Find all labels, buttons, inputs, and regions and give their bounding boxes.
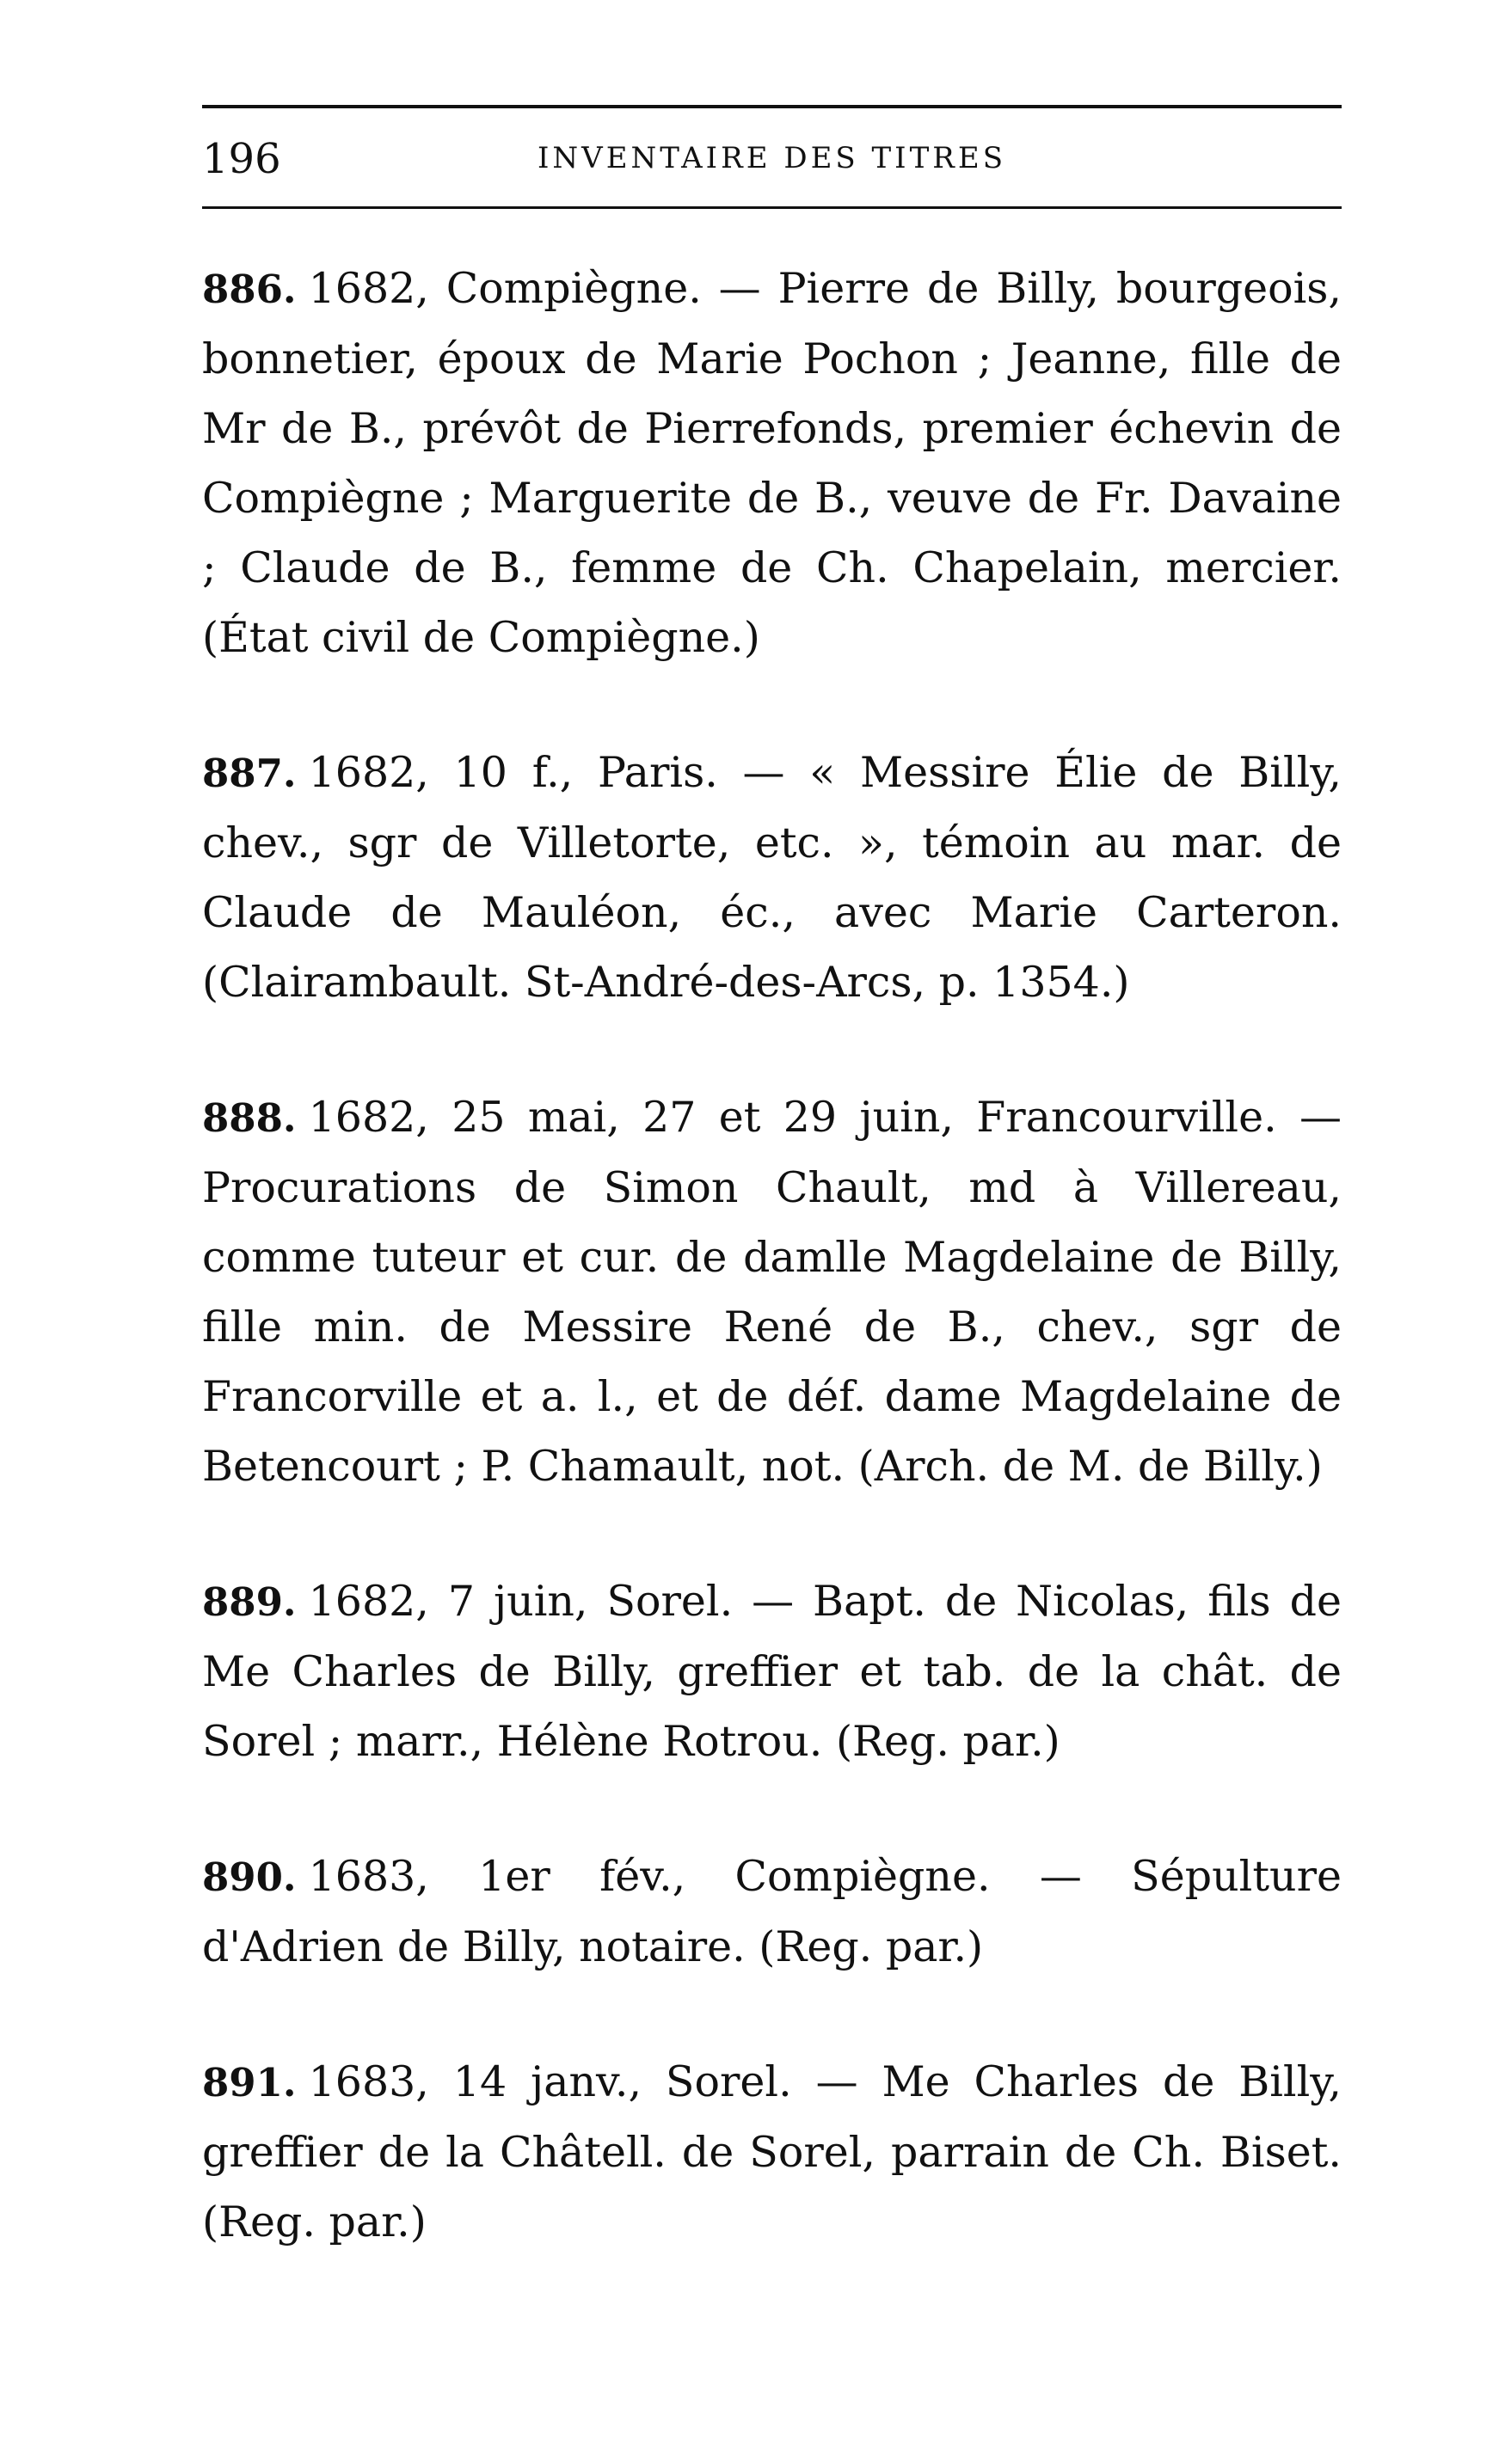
entry-number: 888. <box>202 1095 297 1141</box>
entry-text: 1682, Compiègne. — Pierre de Billy, bourgeois, bonnetier, époux de Marie Pochon ; Jeanne, fille de Mr de B., prévôt de Pierrefonds, premier échevin de Compiègne ; Marguerite de B., veuve de Fr. Davaine ; Claude de B., femme de Ch. Chapelain, mercier. (État civil de Compiègne.) <box>202 264 1342 662</box>
entry-890 <box>202 1842 1342 1982</box>
running-title: INVENTAIRE DES TITRES <box>537 141 1006 175</box>
header-top-rule <box>202 105 1342 108</box>
page-number: 196 <box>202 135 281 183</box>
entry-text: 1682, 7 juin, Sorel. — Bapt. de Nicolas, fils de Me Charles de Billy, greffier et tab. de la chât. de Sorel ; marr., Hélène Rotrou. (Reg. par.) <box>202 1577 1342 1766</box>
entry-889 <box>202 1566 1342 1776</box>
entry-888 <box>202 1082 1342 1501</box>
entry-text: 1683, 14 janv., Sorel. — Me Charles de Billy, greffier de la Châtell. de Sorel, parrain de Ch. Biset. (Reg. par.) <box>202 2057 1342 2246</box>
entry-list <box>202 254 1342 2322</box>
entry-number: 891. <box>202 2060 297 2105</box>
entry-887 <box>202 738 1342 1017</box>
page-header <box>202 129 1342 189</box>
entry-text: 1683, 1er fév., Compiègne. — Sépulture d'Adrien de Billy, notaire. (Reg. par.) <box>202 1852 1342 1971</box>
entry-text: 1682, 25 mai, 27 et 29 juin, Francourville. — Procurations de Simon Chault, md à Villereau, comme tuteur et cur. de damlle Magdelaine de Billy, fille min. de Messire René de B., chev., sgr de Francorville et a. l., et de déf. dame Magdelaine de Betencourt ; P. Chamault, not. (Arch. de M. de Billy.) <box>202 1093 1342 1491</box>
entry-886 <box>202 254 1342 672</box>
entry-number: 886. <box>202 267 297 312</box>
entry-891 <box>202 2047 1342 2257</box>
entry-number: 887. <box>202 751 297 796</box>
entry-number: 890. <box>202 1854 297 1900</box>
entry-text: 1682, 10 f., Paris. — « Messire Élie de Billy, chev., sgr de Villetorte, etc. », témoin au mar. de Claude de Mauléon, éc., avec Marie Carteron. (Clairambault. St-André-des-Arcs, p. 1354.) <box>202 748 1342 1007</box>
entry-number: 889. <box>202 1579 297 1625</box>
header-bottom-rule <box>202 206 1342 209</box>
